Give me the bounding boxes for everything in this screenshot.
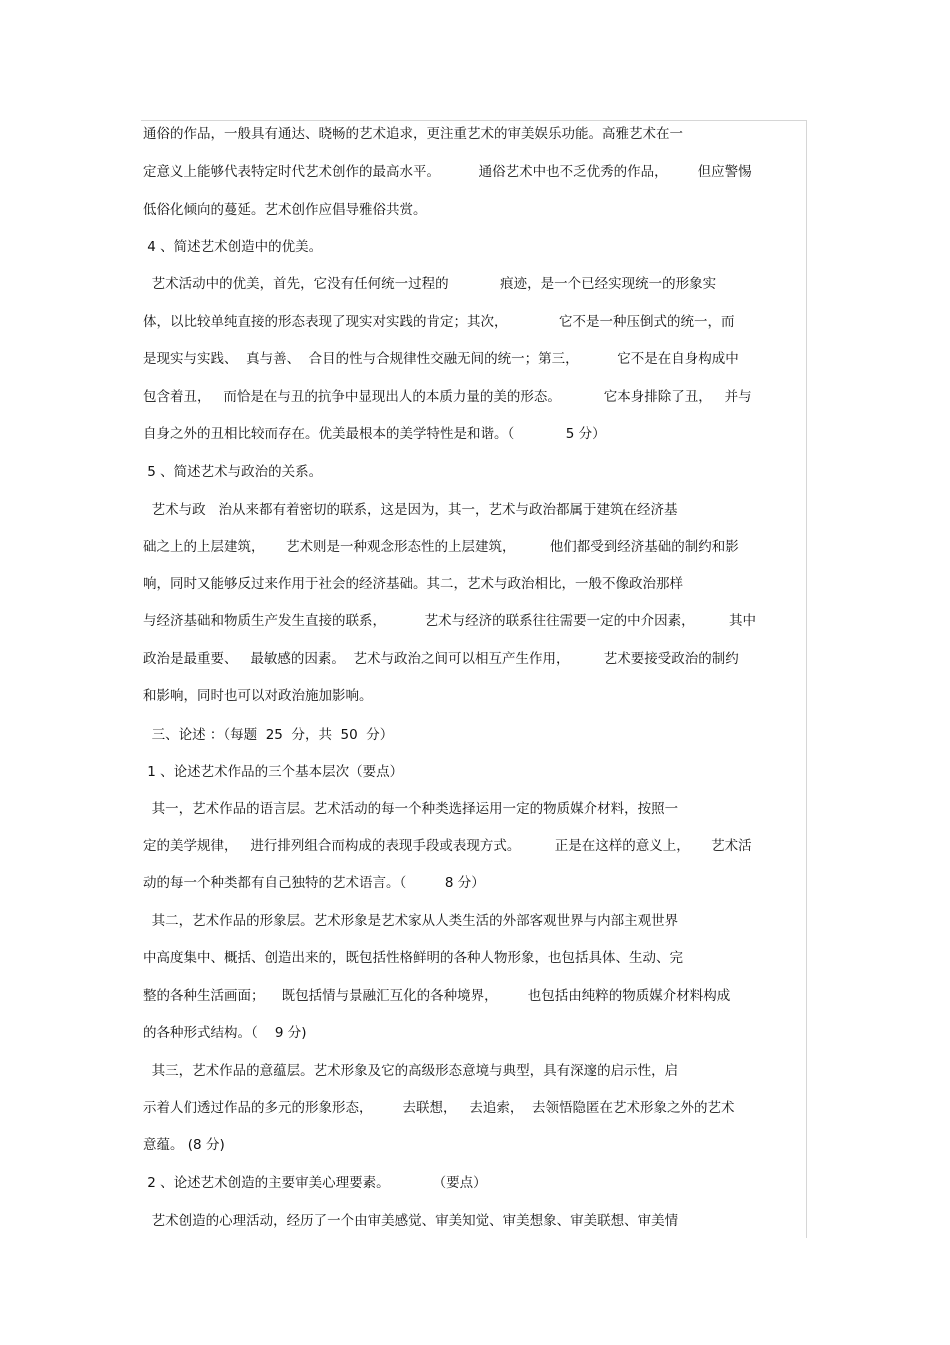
text-line: 是现实与实践、 真与善、 合目的性与合规律性交融无间的统一；第三， 它不是在自身构成中 (143, 351, 739, 367)
section-heading: 2 、论述艺术创造的主要审美心理要素。 （要点） (143, 1175, 487, 1191)
text-line: 动的每一个种类都有自己独特的艺术语言。（ 8 分） (143, 875, 485, 891)
text-line: 其二，艺术作品的形象层。艺术形象是艺术家从人类生活的外部客观世界与内部主观世界 (143, 913, 679, 929)
text-line: 艺术与政 治从来都有着密切的联系，这是因为，其一，艺术与政治都属于建筑在经济基 (143, 502, 678, 518)
text-line: 的各种形式结构。（ 9 分) (143, 1025, 307, 1041)
section-heading: 5 、简述艺术与政治的关系。 (143, 464, 323, 480)
text-line: 低俗化倾向的蔓延。艺术创作应倡导雅俗共赏。 (143, 202, 427, 218)
text-line: 其一，艺术作品的语言层。艺术活动的每一个种类选择运用一定的物质媒介材料，按照一 (143, 801, 679, 817)
text-line: 定的美学规律， 进行排列组合而构成的表现手段或表现方式。 正是在这样的意义上， 艺术活 (143, 838, 752, 854)
text-line: 政治是最重要、 最敏感的因素。 艺术与政治之间可以相互产生作用， 艺术要接受政治的制约 (143, 651, 739, 667)
part-heading: 三、论述 ：（每题 25 分，共 50 分） (143, 727, 394, 743)
text-line: 响，同时又能够反过来作用于社会的经济基础。其二，艺术与政治相比，一般不像政治那样 (143, 576, 683, 592)
text-line: 中高度集中、概括、创造出来的，既包括性格鲜明的各种人物形象，也包括具体、生动、完 (143, 950, 683, 966)
text-line: 础之上的上层建筑， 艺术则是一种观念形态性的上层建筑， 他们都受到经济基础的制约和影 (143, 539, 739, 555)
text-line: 整的各种生活画面； 既包括情与景融汇互化的各种境界， 也包括由纯粹的物质媒介材料构成 (143, 988, 731, 1004)
text-line: 体，以比较单纯直接的形态表现了现实对实践的肯定；其次， 它不是一种压倒式的统一，而 (143, 314, 735, 330)
section-heading: 1 、论述艺术作品的三个基本层次（要点） (143, 764, 404, 780)
text-line: 包含着丑， 而恰是在与丑的抗争中显现出人的本质力量的美的形态。 它本身排除了丑， 并与 (143, 389, 752, 405)
text-line: 与经济基础和物质生产发生直接的联系， 艺术与经济的联系往往需要一定的中介因素， 其中 (143, 613, 756, 629)
text-line: 定意义上能够代表特定时代艺术创作的最高水平。 通俗艺术中也不乏优秀的作品， 但应警惕 (143, 164, 752, 180)
text-line: 艺术活动中的优美，首先，它没有任何统一过程的 痕迹，是一个已经实现统一的形象实 (143, 276, 717, 292)
text-line: 示着人们透过作品的多元的形象形态， 去联想， 去追索， 去领悟隐匿在艺术形象之外的艺术 (143, 1100, 735, 1116)
section-heading: 4 、简述艺术创造中的优美。 (143, 239, 323, 255)
text-line: 自身之外的丑相比较而存在。优美最根本的美学特性是和谐。（ 5 分） (143, 426, 606, 442)
text-line: 意蕴。 (8 分) (143, 1137, 225, 1153)
text-line: 通俗的作品，一般具有通达、晓畅的艺术追求，更注重艺术的审美娱乐功能。高雅艺术在一 (143, 126, 683, 142)
text-line: 其三，艺术作品的意蕴层。艺术形象及它的高级形态意境与典型，具有深邃的启示性，启 (143, 1063, 679, 1079)
text-line: 艺术创造的心理活动，经历了一个由审美感觉、审美知觉、审美想象、审美联想、审美情 (143, 1213, 679, 1229)
text-line: 和影响，同时也可以对政治施加影响。 (143, 688, 373, 704)
